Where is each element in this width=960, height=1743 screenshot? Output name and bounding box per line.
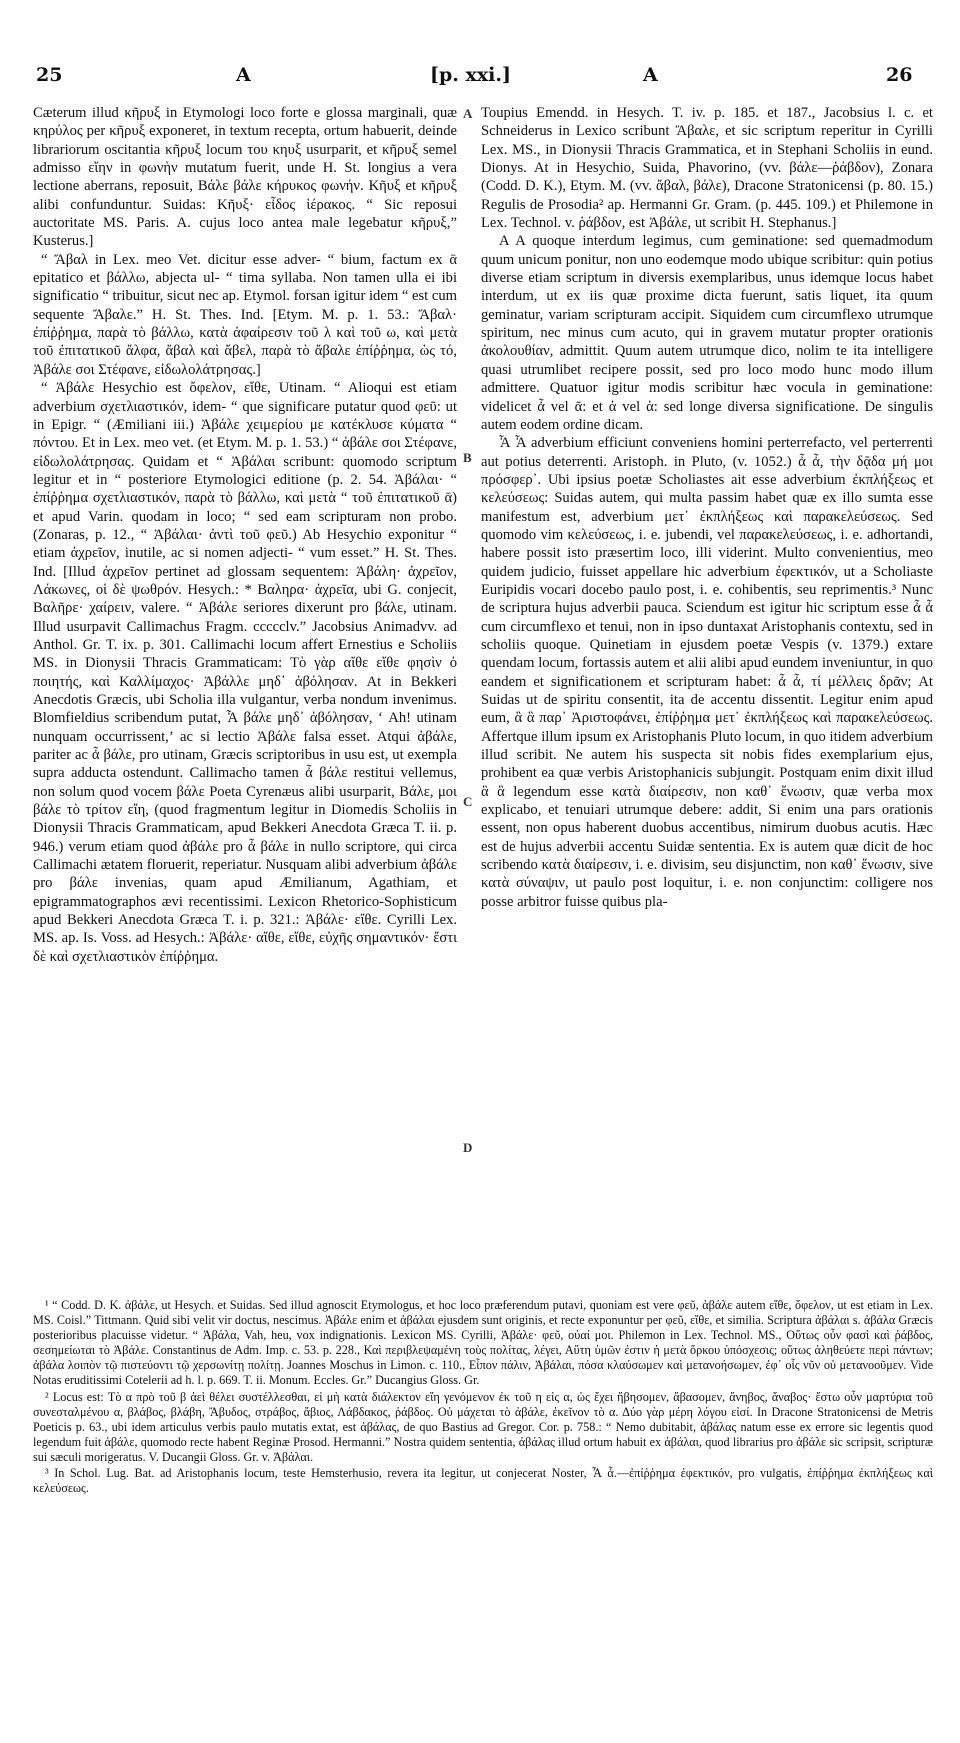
footnotes: [33, 1298, 933, 1718]
paragraph: “ Ἀβάλε Hesychio est ὄφελον, εἴθε, Utinam. “ Alioqui est etiam adverbium σχετλιαστικόν, idem- “ que significare putatur quod φεῦ: ut in Epigr. “ (Æmiliani iii.) Ἀβάλε χειμερίου με κατέκλυσε κύματα “ πόντου. Et in Lex. meo vet. (et Etym. M. p. 1. 53.) “ ἀβάλε σοι Στέφανε, εἰδωλολάτρησας. Quidam et “ Ἀβάλαι scribunt: quomodo scriptum legitur et in “ posteriore Etymologici editione (p. 2. 54. Ἀβάλαι· “ ἐπίῤῥημα σχετλιαστικόν, παρὰ τὸ βάλλω, καὶ μετὰ “ τοῦ ἐπιτατικοῦ ᾱ) et apud Varin. quodam in loco; “ sed eam scripturam non probo. (Zonaras, p. 12., “ Ἀβάλαι· ἀντὶ τοῦ φεῦ.) Ab Hesychio exponitur “ etiam ἀχρεῖον, inutile, ac si nomen adjecti- “ vum esset.” H. St. Thes. Ind. [Illud ἀχρεῖον pertinet ad glossam sequentem: Ἀβάλη· ἀχρεῖον, Λάκωνες, οἱ δὲ ψωθρόν. Hesych.: * Βαληρα· ἀχρεῖα, ubi G. conjecit, Βαλῆρε· χαίρειν, valere. “ Ἀβάλε seriores dixerunt pro βάλε, utinam. Illud usurpavit Callimachus Fragm. ccccclv.” Jacobsius Animadvv. ad Anthol. Gr. T. ix. p. 301. Callimachi locum affert Ernestius e Scholiis MS. in Dionysii Thracis Grammaticam: Τὸ γὰρ αἴθε εἴθε φησὶν ὁ ποιητής, καὶ Καλλίμαχος· Ἀβάλλε μηδ᾽ ἀβόλησαν. At in Bekkeri Anecdotis Græcis, ubi Scholia illa vulgantur, verba nondum invenimus. Blomfieldius scribendum putat, Ἆ βάλε μηδ᾽ ἀβόλησαν, ‘ Ah! utinam nunquam occurrissent,’ ac si lectio Ἀβάλε falsa esset. Atqui ἀβάλε, pariter ac ἆ βάλε, pro utinam, Græcis scriptoribus in usu est, ut exempla supra adducta ostendunt. Callimacho tamen ἆ βάλε restitui vellemus, non solum quod vocem βάλε Poeta Cyrenæus alibi usurparit, Βάλε, μοι βάλε τὸ τρίτον εἴη, (quod fragmentum legitur in Diomedis Scholiis in Dionysii Thracis Grammaticam, apud Bekkeri Anecdota Græca T. ii. p. 946.) verum etiam quod ἀβάλε pro ἆ βάλε in nullo scriptore, qui circa Callimachi ætatem floruerit, reperiatur. Nusquam alibi adverbium ἀβάλε pro βάλε invenias, quam apud Æmilianum, Agathiam, et epigrammatographos ævi recentissimi. Lexicon Rhetorico-Sophisticum apud Bekkeri Anecdota Græca T. i. p. 321.: Ἀβάλε· εἴθε. Cyrilli Lex. MS. ap. Is. Voss. ad Hesych.: Ἀβάλε· αἴθε, εἴθε, εὐχῆς σημαντικόν· ἔστι δὲ καὶ σχετλιαστικὸν ἐπίῤῥημα.: [33, 380, 457, 965]
paragraph: A A quoque interdum legimus, cum geminatione: sed quemadmodum quum unicum ponitur, non uno eodemque modo ubique scribitur: quin potius diverse etiam scriptum in diversis exemplaribus, unus idemque locus habet interdum, ut ex iis quæ proxime dicta fuerunt, satis liquet, ita quum geminatur, variam scripturam accipit. Siquidem cum circumflexo utrumque spiritum, nec minus cum acuto, qui in gravem mutatur propter orationis ἀκολουθίαν, admittit. Quum autem utrumque dico, nolim te ita intelligere quasi utrumlibet recipere possit, sed pro loco modo hunc modo illum admittere. Quatuor igitur modis scribitur hæc vocula in geminatione: videlicet ἆ vel ᾶ: et ἀ vel ἁ: sed longe diversa significatione. De singulis autem eodem ordine dicam.: [481, 233, 933, 433]
paragraph: Toupius Emendd. in Hesych. T. iv. p. 185. et 187., Jacobsius l. c. et Schneiderus in Lexico scribunt Ἄβαλε, et sic scriptum reperitur in Cyrilli Lex. MS., in Dionysii Thracis Grammatica, et in Stephani Scholiis in eund. Dionys. At in Hesychio, Suida, Phavorino, (vv. βάλε—ῥάβδον), Zonara (Codd. D. K.), Etym. M. (vv. ἄβαλ, βάλε), Dracone Stratonicensi (p. 80. 15.) Regulis de Prosodia² ap. Hermanni Gr. Gram. (p. 445. 109.) et Philemone in Lex. Technol. v. ῥάβδον, est Ἀβάλε, ut scribit H. Stephanus.]: [481, 105, 933, 232]
margin-letter-c: C: [463, 794, 473, 809]
paragraph: Cæterum illud κῆρυξ in Etymologi loco forte e glossa marginali, quæ κηρύλος per κῆρυξ exponeret, in textum recepta, ortum habuerit, deinde librariorum oscitantia κῆρυξ locum του κηυξ usurparit, et κῆρυξ semel admisso εἴην in φωνὴν mutatum fuerit, unde H. St. longius a vera lectione aberrans, reposuit, Βάλε βάλε κήρυκος φωνήν. Κῆυξ et κῆρυξ alibi confunduntur. Suidas: Κῆυξ· εἶδος ἱέρακος. “ Sic reposui auctoritate MS. Paris. A. cujus loco antea male legebatur κῆρυξ,” Kusterus.]: [33, 105, 457, 250]
left-page-number: 25: [36, 64, 63, 86]
left-section-letter: A: [236, 64, 251, 86]
footnote: ² Locus est: Τὸ α πρὸ τοῦ β ἀεὶ θέλει συστέλλεσθαι, εἰ μὴ κατὰ διάλεκτον εἴη γενόμενον ἐκ τοῦ η εἰς α, ὡς ἔχει ἤβησομεν, ἄβασομεν, ἄνηβος, ἄναβος· ἔστω οὖν μαρτύρια τοῦ συνεσταλμένου α, βλάβος, βλάβη, Ἄβυδος, στράβος, ἄβιος, Λάβδακος, ῥάβδος. Οὐ μάχεται τὸ ἀβάλε, ἐκεῖνον τὸ α. Δύο γὰρ μέρη λόγου εἰσί. In Dracone Stratonicensi de Metris Poeticis p. 63., ubi idem articulus verbis paulo mutatis extat, est ἀβάλας, de quo Bastius ad Gregor. Cor. p. 758.: “ Nemo dubitabit, ἀβάλας natum esse ex errore sic legentis quod legendum fuit ἀβάλε, quomodo recte habent Reginæ Prosod. Hermanni.” Nostra quidem sententia, ἀβάλας illud ortum habuit ex ἀβάλαι, quod librarius pro ἀβάλε sic scripsit, scripturæ sui sæculi morigeratus. V. Ducangii Gloss. Gr. v. Ἀβάλαι.: [33, 1389, 933, 1464]
paragraph: “ Ἄβαλ in Lex. meo Vet. dicitur esse adver- “ bium, factum ex ᾱ epitatico et βάλλω, abjecta ul- “ tima syllaba. Non tamen ulla ei ibi significatio “ tribuitur, sicut nec ap. Etymol. forsan igitur idem “ est cum sequente Ἄβαλε.” H. St. Thes. Ind. [Etym. M. p. 1. 53.: Ἄβαλ· ἐπίῤῥημα, παρὰ τὸ βάλλω, κατὰ ἀφαίρεσιν τοῦ λ καὶ τοῦ ω, καὶ μετὰ τοῦ ἐπιτατικοῦ ἄλφα, ἄβαλ καὶ ἄβελ, παρὰ τὸ ἄβαλε ἐπίῤῥημα, ὡς τό, Ἀβάλε σοι Στέφανε, εἰδωλολάτρησας.]: [33, 251, 457, 378]
footnote: ³ In Schol. Lug. Bat. ad Aristophanis locum, teste Hemsterhusio, revera ita legitur, ut conjecerat Noster, Ἆ ἆ.—ἐπίῤῥημα ἐφεκτικόν, pro vulgatis, ἐπίῤῥημα ἐκπλήξεως καὶ κελεύσεως.: [33, 1466, 933, 1496]
paragraph: Ἆ Ἆ adverbium efficiunt conveniens homini perterrefacto, vel perterrenti aut potius deterrenti. Aristoph. in Pluto, (v. 1052.) ἆ ἆ, τὴν δᾷδα μή μοι πρόσφερ᾽. Ubi ipsius poetæ Scholiastes ait esse adverbium ἐκπλήξεως et κελεύσεως: Suidas autem, qui multa passim habet quæ ex illo sumta esse manifestum est, adverbium μετ᾽ ἐκπλήξεως καὶ παρακελεύσεως. Sed quomodo vim κελεύσεως, i. e. jubendi, vel παρακελεύσεως, i. e. adhortandi, habere possit isto præsertim loco, illi viderint. Multo convenientius, meo quidem judicio, fuisset appellare hic adverbium ἐφεκτικόν, ut a Scholiaste Euripidis vocari docebo paulo post, i. e. cohibentis, seu reprimentis.³ Nunc de scriptura hujus adverbii pauca. Sciendum est igitur hic scriptum esse ἆ ἆ cum circumflexo et tenui, non in ipso duntaxat Aristophanis contextu, sed in scholiis quoque. Quinetiam in ejusdem poetæ Vespis (v. 1379.) extare quendam locum, fortassis autem et alii alibi apud eundem inveniuntur, in quo eandem et significationem et scripturam habet: ἆ ἆ, τί μέλλεις δρᾶν; At Suidas ut de spiritu consentit, ita de accentu dissentit. Legitur enim apud eum, ἃ ἃ παρ᾽ Ἀριστοφάνει, ἐπίῤῥημα μετ᾽ ἐκπλήξεως καὶ παρακελεύσεως. Affertque illum ipsum ex Aristophanis Pluto locum, in quo itidem adverbium illud scribit. Ne autem his suspecta sit nobis fides exemplarium ejus, prohibent ea quæ verbis Aristophanicis subjungit. Postquam enim dixit illud ἃ ἃ legendum esse κατὰ διαίρεσιν, non καθ᾽ ἕνωσιν, quæ verba mox explicabo, et tenuiari utrumque debere: addit, Si enim una pars orationis essent, non opus haberent duobus accentibus, nimirum duobus acutis. Hæc est de hujus adverbii accentu Suidæ sententia. Ex is autem quæ dicit de hoc scribendo κατὰ διαίρεσιν, i. e. divisim, seu disjunctim, non καθ᾽ ἕνωσιν, sive κατὰ σύναψιν, ut paulo post loquitur, i. e. non conjunctim: colligere nos posse arbitror fuisse quibus pla-: [481, 435, 933, 910]
margin-letter-a: A: [463, 106, 473, 121]
margin-letter-b: B: [463, 450, 472, 465]
page-reference: [p. xxi.]: [430, 64, 511, 86]
footnote: ¹ “ Codd. D. K. ἀβάλε, ut Hesych. et Suidas. Sed illud agnoscit Etymologus, et hoc loco præferendum putavi, quoniam est vere φεῦ, ἀβάλε autem εἴθε, ὄφελον, ut est etiam in Lex. MS. Coisl.” Tittmann. Quid sibi velit vir doctus, nescimus. Ἀβάλε enim et ἀβάλαι ejusdem sunt originis, et recte exponuntur per φεῦ, εἴθε, et similia. Scriptura ἀβάλαι s. ἀβάλα Græcis posterioribus placuisse videtur. “ Ἀβάλα, Vah, heu, vox indignationis. Lexicon MS. Cyrilli, Ἀβάλε· φεῦ, οὐαί μοι. Philemon in Lex. Technol. MS., Οὕτως οὖν φασὶ καὶ ῥάβδος, σεσημείωται τὸ Ἀβάλε. Constantinus de Adm. Imp. c. 53. p. 228., Καὶ περιβλεψαμένη τοὺς πολίτας, λέγει, Αὕτη ὑμῶν ἐστιν ἡ μετὰ ὅρκου ὑπόσχεσις; οὕτως ἀληθεύετε περὶ πάντων; ἀβάλα λοιπὸν τῷ πιστεύοντι τῷ χερσωνίτῃ πολίτῃ. Joannes Moschus in Limon. c. 110., Εἶπον πάλιν, Ἀβάλαι, πόσα κλαύσωμεν καὶ μετανοήσωμεν, ἐφ᾽ οἷς νῦν οὐ μετανοοῦμεν. Vide Notas eruditissimi Cotelerii ad h. l. p. 669. T. ii. Monum. Eccles. Gr.” Ducangius Gloss. Gr.: [33, 1298, 933, 1388]
right-section-letter: A: [643, 64, 658, 86]
right-column: [481, 104, 933, 1284]
running-header: [0, 64, 960, 88]
two-column-body: [33, 104, 933, 1284]
right-page-number: 26: [886, 64, 913, 86]
margin-letter-d: D: [463, 1140, 473, 1155]
left-column: [33, 104, 457, 1284]
